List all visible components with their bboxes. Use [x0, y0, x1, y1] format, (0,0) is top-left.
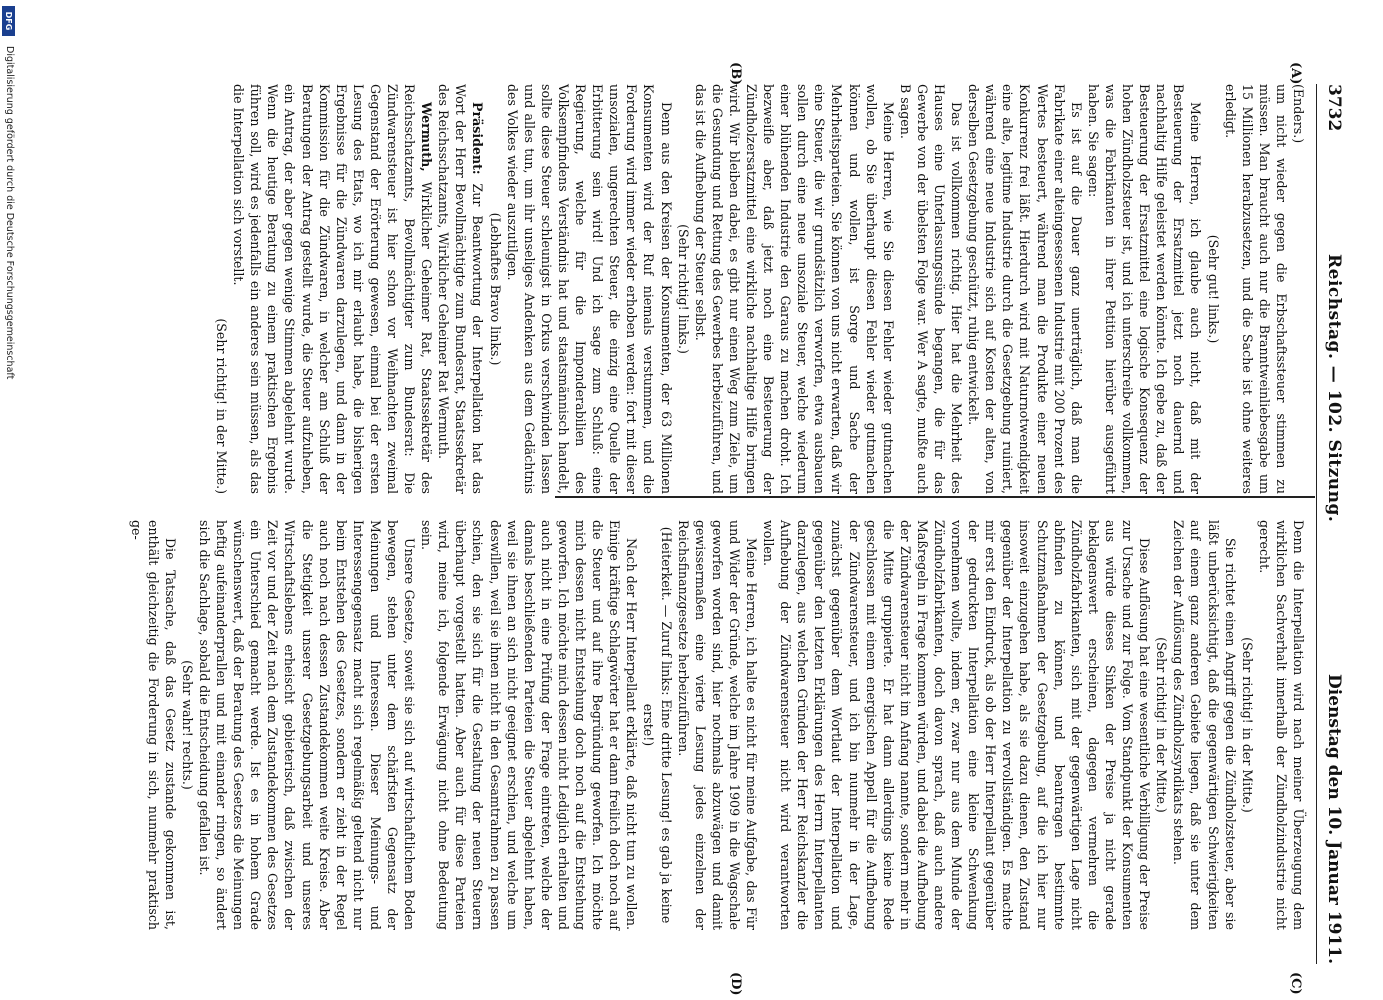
session-date: Dienstag den 10. Januar 1911. — [1324, 674, 1344, 964]
paragraph: Es ist auf die Dauer ganz unerträglich, daß man die Fabrikate einer alteingesessenen Industrie mit 200 Prozent des Wertes besteuert, während man die Produkte einer neuen Konkurrenz frei läßt. Hierdurch wird mit Naturnotwendigkeit eine alte, legitime Industrie durch die Gesetzgebung ruiniert, während eine neue Industrie sich auf Kosten der alten, von derselben Gesetzgebung geschützt, ruhig entwickelt. — [966, 84, 1084, 494]
right-column — [128, 520, 1307, 930]
paragraph: Sie richtet einen Angriff gegen die Zündholzsteuer, aber sie läßt unberücksichtigt, daß die gegenwärtigen Schwierigkeiten auf einem ganz anderen Gebiete liegen, daß sie unter dem Zeichen der Auflösung des Zündholzsyndikats stehen. — [1171, 520, 1238, 930]
digitization-note — [1, 0, 15, 1000]
paragraph: (Enders.) — [1291, 84, 1306, 144]
paragraph: (Sehr gut! links.) — [1205, 234, 1221, 344]
paragraph: Denn die Interpellation wird nach meiner Überzeugung dem wirklichen Sachverhalt innerhalb der Zündholzindustrie nicht gerecht. — [1256, 520, 1306, 930]
paragraph: (Sehr richtig! links.) — [675, 224, 691, 354]
dfg-logo: DFG — [2, 6, 15, 36]
paragraph: Meine Herren, ich glaube auch nicht, daß mit der Besteuerung der Ersatzmittel jetzt noch dauernd und nachhaltig Hilfe geleistet werden könnte. Ich gebe zu, daß der Besteuerung der Ersatzmittel eine logische Konsequenz der hohen Zündholzsteuer ist, und ich unterschreibe vollkommen, was die Fabrikanten in ihrer Petition hierüber ausgeführt haben. Sie sagen: — [1085, 84, 1204, 494]
running-title: Reichstag. — 102. Sitzung. — [1324, 254, 1344, 523]
paragraph: (Lebhaftes Bravo links.) — [487, 212, 503, 366]
speaker-name: Präsident: — [470, 102, 486, 175]
paragraph: Die Tatsache, daß das Gesetz zustande gekommen ist, enthält gleichzeitig die Forderung in sich, nunmehr praktisch ge- — [128, 520, 178, 930]
margin-marker-d: (D) — [728, 972, 743, 996]
paragraph: Nach der Herr Interpellant erklärte, daß nicht tun zu wollen. Einige kräftige Schlagwörter hat er dann freilich doch noch auf die Steuer und auf ihre Begründung geworfen. Ich möchte mich dessen nicht Entstehung doch noch auf die Entstehung geworfen. Ich möchte mich dessen nicht Lediglich erhalten und auch nicht in eine Prüfung der Frage eintreten, welche der damals beschließenden Parteien die Steuer abgelehnt haben, weil sie ihnen an sich nicht geeignet erschien, und welche um deswillen, weil sie ihnen nicht in den Gesamtrahmen zu passen schien, den sie sich für die Gestaltung der neuen Steuern überhaupt vorgestellt hatten. Aber auch für diese Parteien wird, meine ich, folgende Erwägung nicht ohne Bedeutung sein. — [419, 520, 640, 930]
digitization-text: Digitalisierung gefördert durch die Deutsche Forschungsgemeinschaft — [4, 46, 15, 380]
paragraph: Diese Auflösung hat eine wesentliche Verbilligung der Preise zur Ursache und zur Folge. Vom Standpunkt der Konsumenten aus würde dieses Sinken der Preise ja nicht gerade beklagenswert erscheinen, dagegen vermehren die Zündholzfabrikanten, sich mit der gegenwärtigen Lage nicht abfinden zu können, und beantragen bestimmte Schutzmaßnahmen der Gesetzgebung, auf die ich hier nur insoweit einzugehen habe, als sie dazu dienen, den Zustand gegenüber der Interpellation zu vervollständigen. Es machte mir erst den Eindruck, als ob der Herr Interpellant gegenüber der gedruckten Interpellation eine kleine Schwenkung vornehmen wollte, indem er, zwar nur aus dem Munde der Zündholzfabrikanten, doch davon sprach, daß auch andere Maßregeln in Frage kommen würden, und dabei die Aufhebung der Zündwarensteuer nicht im Anfang nannte, sondern mehr in die Mitte gruppierte. Er hat dann allerdings keine Rede geschlossen mit einem energischen Appell für die Aufhebung der Zündwarensteuer, und ich bin nunmehr in der Lage, zunächst gegenüber dem Wortlaut der Interpellation und gegenüber den letzten Erklärungen des Herrn Interpellanten darzulegen, aus welchen Gründen der Herr Reichskanzler die Aufhebung der Zündwarensteuer nicht wird verantworten wollen. — [761, 520, 1153, 930]
paragraph: Denn aus den Kreisen der Konsumenten, der 63 Millionen Konsumenten wird der Ruf niemals verstummen, und die Forderung wird immer wieder erhoben werden: fort mit dieser unsozialen, ungerechten Steuer, die einzig eine Quelle der Erbitterung sein wird! Und ich sage zum Schluß: eine Regierung, welche für die Imponderabilien des Volksempfindens Verständnis hat und staatsmännisch handelt, sollte diese Steuer schleunigst in Orkus verschwinden lassen und alles tun, um ihr unseliges Andenken aus dem Gedächtnis des Volkes wieder auszutilgen. — [504, 84, 674, 494]
paragraph: Unsere Gesetze, soweit sie sich auf wirtschaftlichem Boden bewegen, stehen unter dem schärfsten Gegensatz der Meinungen und Interessen. Dieser Meinungs- und Interessengegensatz macht sich regelmäßig geltend nicht nur beim Entstehen des Gesetzes, sondern er zieht in der Regel auch noch nach dessen Zustandekommen weite Kreise. Aber die Stetigkeit unserer Gesetzgebungsarbeit und unseres Wirtschaftslebens erheischt gebieterisch, daß zwischen der Zeit vor und der Zeit nach dem Zustandekommen des Gesetzes ein Unterschied gemacht werde. Ist es in hohem Grade wünschenswert, daß der Beratung des Gesetzes die Meinungen heftig aufeinanderprallen und mit einander ringen, so ändert sich die Sachlage, sobald die Entscheidung gefallen ist. — [197, 520, 418, 930]
paragraph: (Heiterkeit. — Zuruf links: Eine dritte Lesung! es gab ja keine erste!) — [641, 526, 674, 924]
paragraph: Meine Herren, wie Sie diesen Fehler wieder gutmachen wollen, ob Sie überhaupt diesen Fehler wieder gutmachen können und wollen, ist Sorge und Sache der Mehrheitsparteien. Sie können von uns nicht erwarten, daß wir eine Steuer, die wir grundsätzlich verworfen, etwa ausbauen sollen durch eine neue unsoziale Steuer, welche wiederum einer blühenden Industrie den Garaus zu machen droht. Ich bezweifle aber, daß jetzt noch eine Besteuerung der Zündholzersatzmittel eine wirkliche nachhaltige Hilfe bringen wird. Wir bleiben dabei, es gibt nur einen Weg zum Ziele, um die Gesundung und Rettung des Gewerbes herbeizuführen, und das ist die Aufhebung der Steuer selbst. — [692, 84, 896, 494]
paragraph: um nicht wieder gegen die Erbschaftssteuer stimmen zu müssen. Man braucht auch nur die Branntweinliebesgabe um 15 Millionen herabzusetzen, und die Sache ist ohne weiteres erledigt. — [1222, 84, 1289, 494]
page-header — [1316, 84, 1347, 964]
paragraph: Wermuth, Wirklicher Geheimer Rat, Staatssekretär des Reichsschatzamts, Bevollmächtigter zum Bundesrat: Die Zündwarensteuer ist hier schon vor Weihnachten zweimal Gegenstand der Erörterung gewesen, einmal bei der ersten Lesung des Etats, wo ich mir erlaubt habe, die bisherigen Ergebnisse für die Zündwaren darzulegen, und dann in der Kommission für die Zündwaren, in welcher am Schluß der Beratungen der Antrag gestellt wurde, die Steuer aufzuheben, ein Antrag, der aber gegen wenige Stimmen abgelehnt wurde. Wenn die heutige Beratung zu einem praktischen Ergebnis führen soll, wird es jedenfalls ein anderes sein müssen, als das die Interpellation sich vorstellt. — [231, 84, 435, 494]
speaker-name: Wermuth, — [419, 102, 435, 172]
page-number: 3732 — [1324, 84, 1344, 132]
column-divider — [555, 496, 1315, 498]
paragraph: Meine Herren, ich halte es nicht für meine Aufgabe, das Für und Wider der Gründe, welche im Jahre 1909 in die Wagschale geworfen worden sind, hier nochmals abzuwägen und damit gewissermaßen eine vierte Lesung jedes einzelnen der Reichsfinanzgesetze herbeizuführen. — [675, 520, 759, 930]
paragraph: (Sehr richtig! in der Mitte.) — [214, 318, 230, 494]
left-column — [213, 84, 1307, 494]
margin-marker-a: (A) — [1288, 62, 1303, 85]
paragraph: (Sehr richtig! in der Mitte.) — [1154, 637, 1170, 813]
margin-marker-c: (C) — [1288, 972, 1303, 995]
paragraph: Präsident: Zur Beantwortung der Interpellation hat das Wort der Herr Bevollmächtigte zum Bundesrat, Staatssekretär des Reichsschatzamts, Wirklicher Geheimer Rat Wermuth. — [436, 84, 486, 494]
paragraph: (Sehr richtig! in der Mitte.) — [1239, 637, 1255, 813]
paragraph: Das ist vollkommen richtig. Hier hat die Mehrheit des Hauses eine Unterlassungssünde begangen, die für das Gewerbe von der übelsten Folge war. Wer A sagte, mußte auch B sagen. — [897, 84, 965, 494]
margin-marker-b: (B) — [728, 62, 743, 86]
paragraph: (Sehr wahr! rechts.) — [179, 660, 195, 790]
